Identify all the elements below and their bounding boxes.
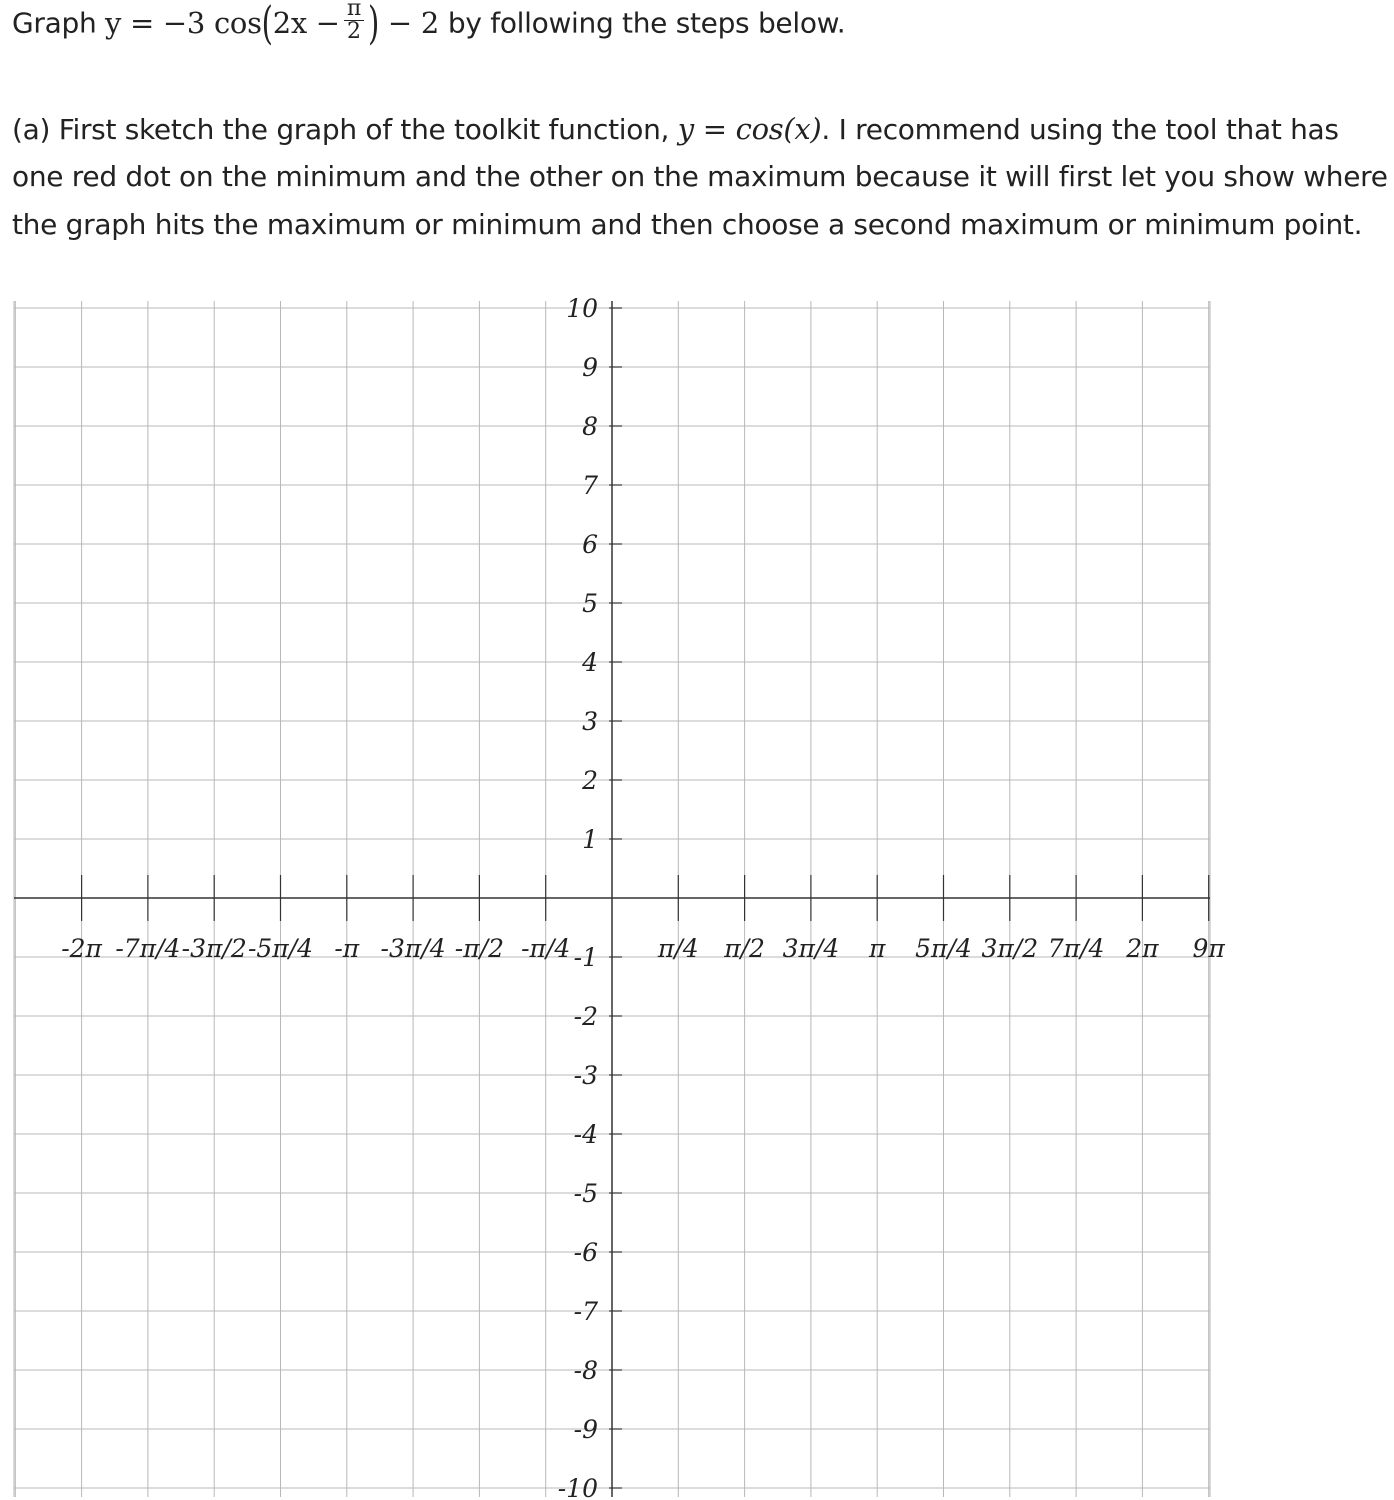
question-suffix: by following the steps below. bbox=[447, 6, 846, 40]
y-tick-label: 9 bbox=[582, 353, 598, 382]
x-tick-label: π/4 bbox=[657, 934, 699, 963]
y-tick-label: 10 bbox=[566, 294, 598, 323]
y-tick-label: -1 bbox=[573, 943, 598, 972]
x-tick-label: -3π/4 bbox=[380, 934, 446, 963]
y-tick-label: 8 bbox=[582, 412, 598, 441]
y-tick-label: -5 bbox=[573, 1179, 598, 1208]
y-tick-label: -3 bbox=[573, 1061, 598, 1090]
part-a-line1-start: (a) First sketch the graph of the toolkit function, bbox=[12, 113, 670, 146]
y-tick-label: -2 bbox=[573, 1002, 598, 1031]
part-a-line1-end: . I recommend using the tool that has bbox=[821, 113, 1339, 146]
question-prefix: Graph bbox=[12, 6, 97, 40]
x-tick-label: 9π bbox=[1192, 934, 1225, 963]
y-tick-label: 2 bbox=[582, 766, 598, 795]
x-tick-label: -5π/4 bbox=[247, 934, 314, 963]
y-tick-label: 7 bbox=[582, 471, 598, 500]
x-tick-label: π bbox=[868, 934, 886, 963]
equation-inner: 2x − bbox=[272, 5, 340, 40]
y-tick-label: -8 bbox=[573, 1356, 598, 1385]
part-a-toolkit-function: y = cos(x) bbox=[677, 112, 822, 146]
x-tick-label: 5π/4 bbox=[915, 934, 972, 963]
y-tick-label: -7 bbox=[573, 1297, 598, 1326]
x-tick-label: 7π/4 bbox=[1047, 934, 1105, 963]
x-tick-label: π/2 bbox=[724, 934, 765, 963]
equation: y = −3 cos(2x − $\frac{\pi}{2}$ ) − 2 bbox=[105, 0, 439, 49]
x-tick-label: -π/2 bbox=[454, 934, 505, 963]
part-a-line-2: one red dot on the minimum and the other on the maximum because it will first let you show where bbox=[12, 160, 1388, 193]
part-a-line-3: the graph hits the maximum or minimum and then choose a second maximum or minimum point. bbox=[12, 208, 1363, 241]
y-tick-label: -9 bbox=[573, 1415, 598, 1444]
x-tick-label: 2π bbox=[1126, 934, 1159, 963]
y-tick-label: 3 bbox=[582, 707, 598, 736]
x-tick-label: -π bbox=[334, 934, 360, 963]
x-tick-label: -7π/4 bbox=[115, 934, 181, 963]
x-tick-label: 3π/2 bbox=[981, 934, 1039, 963]
y-tick-label: -4 bbox=[573, 1120, 598, 1149]
equation-lhs: y = −3 cos bbox=[105, 5, 262, 40]
y-tick-label: 6 bbox=[582, 530, 598, 559]
y-tick-label: 4 bbox=[582, 648, 598, 677]
equation-tail: − 2 bbox=[387, 5, 439, 40]
x-tick-label: -2π bbox=[61, 934, 102, 963]
y-tick-label: 5 bbox=[582, 589, 598, 618]
y-tick-label: -6 bbox=[573, 1238, 598, 1267]
y-tick-label: -10 bbox=[557, 1474, 598, 1500]
y-tick-label: 1 bbox=[582, 825, 598, 854]
x-tick-label: 3π/4 bbox=[782, 934, 840, 963]
x-tick-label: -π/4 bbox=[521, 934, 571, 963]
x-tick-label: -3π/2 bbox=[181, 934, 247, 963]
fraction-numerator: π bbox=[344, 0, 364, 21]
fraction-denominator: 2 bbox=[347, 19, 361, 44]
